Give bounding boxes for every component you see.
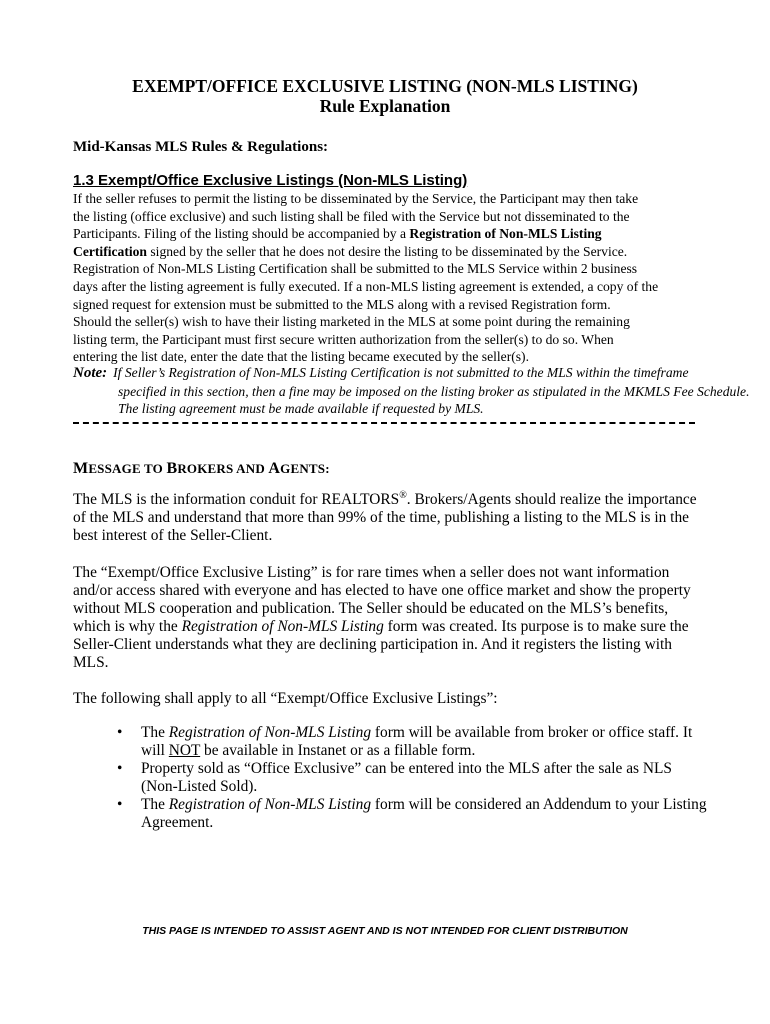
rule-line: Participants. Filing of the listing should be accompanied by a Registration of Non-MLS Listing — [73, 226, 602, 242]
note-line: Note: If Seller’s Registration of Non-MLS Listing Certification is not submitted to the MLS within the timeframe — [73, 365, 689, 381]
rule-line: Should the seller(s) wish to have their listing marketed in the MLS at some point during the remaining — [73, 314, 630, 330]
rule-line: Registration of Non-MLS Listing Certification shall be submitted to the MLS Service within 2 business — [73, 261, 638, 277]
rule-line: If the seller refuses to permit the listing to be disseminated by the Service, the Participant may then take — [73, 191, 639, 206]
paragraph-exempt-listing — [73, 564, 703, 672]
rule-paragraph — [73, 190, 703, 366]
note-label: Note: — [73, 365, 108, 381]
rule-bold-term: Registration of Non-MLS Listing — [409, 226, 602, 242]
paragraph-following: The following shall apply to all “Exempt/Office Exclusive Listings”: — [73, 690, 498, 707]
paragraph-line: The MLS is the information conduit for REALTORS®. Brokers/Agents should realize the importance — [73, 489, 697, 508]
list-item: • The Registration of Non-MLS Listing form will be available from broker or office staff. It will NOT be available in Instanet or as a fillable form. — [117, 724, 693, 759]
form-name: Registration of Non-MLS Listing — [181, 618, 384, 635]
dashed-divider — [73, 422, 695, 424]
emphasis-not: NOT — [168, 742, 201, 759]
paragraph-line: MLS. — [73, 654, 109, 671]
rule-line: listing term, the Participant must first secure written authorization from the seller(s) to do so. When — [73, 331, 614, 347]
list-item: • Property sold as “Office Exclusive” can be entered into the MLS after the sale as NLS (Non-Listed Sold). — [117, 760, 672, 795]
paragraph-line: The “Exempt/Office Exclusive Listing” is for rare times when a seller does not want information — [73, 564, 670, 581]
paragraph-line: which is why the Registration of Non-MLS Listing form was created. Its purpose is to make sure the — [73, 618, 689, 635]
section-heading: 1.3 Exempt/Office Exclusive Listings (Non-MLS Listing) — [73, 172, 468, 189]
rules-heading: Mid-Kansas MLS Rules & Regulations: — [73, 139, 329, 155]
rule-line: Certification signed by the seller that he does not desire the listing to be disseminated by the Service. — [73, 243, 628, 259]
form-name: Registration of Non-MLS Listing — [168, 796, 372, 813]
bullet-icon: • — [117, 796, 123, 813]
note-line: The listing agreement must be made available if requested by MLS. — [118, 401, 484, 417]
rule-line: signed request for extension must be submitted to the MLS along with a revised Registration form. — [73, 296, 611, 312]
rule-bold-term: Certification — [73, 243, 147, 259]
paragraph-line: Seller-Client understands what they are declining participation in. And it registers the listing with — [73, 636, 672, 653]
paragraph-line: without MLS cooperation and publication. The Seller should be educated on the MLS’s benefits, — [73, 600, 669, 617]
registered-mark: ® — [399, 489, 407, 501]
list-item: • The Registration of Non-MLS Listing form will be considered an Addendum to your Listing Agreement. — [117, 796, 707, 831]
paragraph-line: of the MLS and understand that more than 99% of the time, publishing a listing to the MLS is in the — [73, 509, 689, 526]
rule-line: the listing (office exclusive) and such listing shall be filed with the Service but not disseminated to the — [73, 208, 630, 224]
bullet-icon: • — [117, 724, 123, 741]
footer-disclaimer: THIS PAGE IS INTENDED TO ASSIST AGENT AND IS NOT INTENDED FOR CLIENT DISTRIBUTION — [142, 925, 628, 937]
rule-line: days after the listing agreement is fully executed. If a non-MLS listing agreement is extended, a copy of the — [73, 278, 659, 294]
paragraph-mls-conduit — [73, 491, 703, 545]
note-block — [73, 364, 750, 418]
note-line: specified in this section, then a fine may be imposed on the listing broker as stipulated in the MKMLS Fee Schedule. — [118, 383, 750, 399]
rule-line: entering the list date, enter the date that the listing became executed by the seller(s). — [73, 349, 529, 365]
paragraph-line: best interest of the Seller-Client. — [73, 527, 273, 544]
document-title: EXEMPT/OFFICE EXCLUSIVE LISTING (NON-MLS LISTING) — [132, 76, 638, 96]
bullet-icon: • — [117, 760, 123, 777]
message-heading: MESSAGE TO BROKERS AND AGENTS: — [73, 460, 330, 477]
document-subtitle: Rule Explanation — [319, 96, 451, 116]
form-name: Registration of Non-MLS Listing — [168, 724, 372, 741]
paragraph-line: and/or access shared with everyone and has elected to have one office market and show the property — [73, 582, 691, 599]
bullet-list — [113, 724, 713, 832]
